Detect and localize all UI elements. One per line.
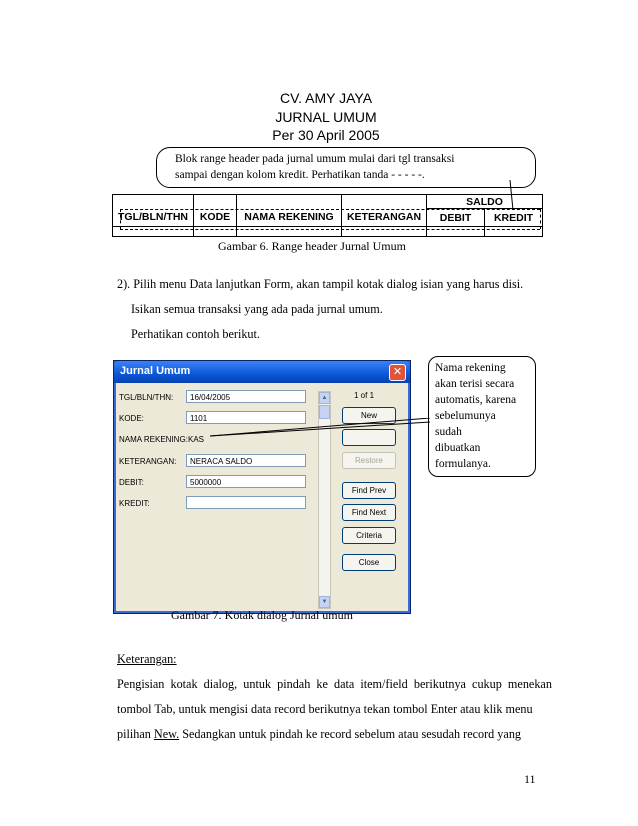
- scroll-down-icon[interactable]: ▼: [319, 596, 330, 608]
- nama-rekening-value: KAS: [188, 435, 205, 444]
- caption-figure-7: Gambar 7. Kotak dialog Jurnal umum: [171, 608, 353, 622]
- debit-field[interactable]: 5000000: [186, 475, 306, 488]
- step-2-line-3: Perhatikan contoh berikut.: [131, 327, 260, 341]
- keterangan-heading: Keterangan:: [117, 652, 177, 666]
- close-button[interactable]: Close: [342, 554, 396, 571]
- keterangan-line-1: Pengisian kotak dialog, untuk pindah ke data item/field berikutnya cukup menekan: [117, 677, 552, 691]
- label-keterangan: KETERANGAN:: [119, 457, 177, 466]
- close-icon[interactable]: ✕: [389, 364, 406, 381]
- col-kode: KODE: [194, 209, 237, 227]
- label-nama-rekening: NAMA REKENING:: [119, 435, 188, 444]
- col-kredit: KREDIT: [485, 209, 543, 227]
- find-next-button[interactable]: Find Next: [342, 504, 396, 521]
- label-debit: DEBIT:: [119, 478, 144, 487]
- keterangan-line-2: tombol Tab, untuk mengisi data record berikutnya tekan tombol Enter atau klik menu: [117, 702, 533, 716]
- scroll-thumb[interactable]: [319, 405, 330, 419]
- col-nama-rekening: NAMA REKENING: [237, 209, 342, 227]
- keterangan-field[interactable]: NERACA SALDO: [186, 454, 306, 467]
- callout-top-pointer: [480, 180, 520, 214]
- dialog-title: Jurnal Umum: [120, 365, 191, 377]
- range-marquee-top: [120, 209, 540, 210]
- report-period: Per 30 April 2005: [272, 127, 380, 143]
- saldo-header: SALDO: [427, 195, 543, 209]
- label-kode: KODE:: [119, 414, 144, 423]
- dialog-titlebar: [114, 361, 410, 383]
- journal-header-table: [112, 194, 543, 237]
- find-prev-button[interactable]: Find Prev: [342, 482, 396, 499]
- kode-field[interactable]: 1101: [186, 411, 306, 424]
- new-button[interactable]: New: [342, 407, 396, 424]
- scroll-up-icon[interactable]: ▲: [319, 392, 330, 404]
- tgl-field[interactable]: 16/04/2005: [186, 390, 306, 403]
- label-tgl: TGL/BLN/THN:: [119, 393, 174, 402]
- col-tgl: TGL/BLN/THN: [113, 209, 194, 227]
- range-marquee-bottom: [120, 229, 540, 230]
- step-2-line-2: Isikan semua transaksi yang ada pada jurnal umum.: [131, 302, 383, 316]
- jurnal-umum-dialog: [113, 360, 411, 614]
- col-debit: DEBIT: [427, 209, 485, 227]
- keterangan-line-3: pilihan New. Sedangkan untuk pindah ke record sebelum atau sesudah record yang: [117, 727, 522, 741]
- page-number: 11: [524, 772, 536, 786]
- callout-nama-rekening: Nama rekening akan terisi secara automatis, karena sebelumunya sudah dibuatkan formulanya.: [428, 356, 536, 477]
- range-marquee-right: [540, 209, 541, 229]
- label-kredit: KREDIT:: [119, 499, 150, 508]
- step-2-line-1: 2). Pilih menu Data lanjutkan Form, akan tampil kotak dialog isian yang harus disi.: [117, 277, 524, 291]
- kredit-field[interactable]: [186, 496, 306, 509]
- callout-side-pointer: [200, 418, 432, 442]
- caption-figure-6: Gambar 6. Range header Jurnal Umum: [218, 239, 406, 253]
- company-name: CV. AMY JAYA: [279, 90, 373, 106]
- restore-button[interactable]: Restore: [342, 452, 396, 469]
- col-keterangan: KETERANGAN: [342, 209, 427, 227]
- callout-range-header: Blok range header pada jurnal umum mulai dari tgl transaksi sampai dengan kolom kredit. Perhatikan tanda - - - - -.: [156, 147, 536, 188]
- report-title: JURNAL UMUM: [275, 109, 377, 125]
- criteria-button[interactable]: Criteria: [342, 527, 396, 544]
- record-counter: 1 of 1: [354, 391, 375, 400]
- range-marquee-left: [120, 209, 121, 229]
